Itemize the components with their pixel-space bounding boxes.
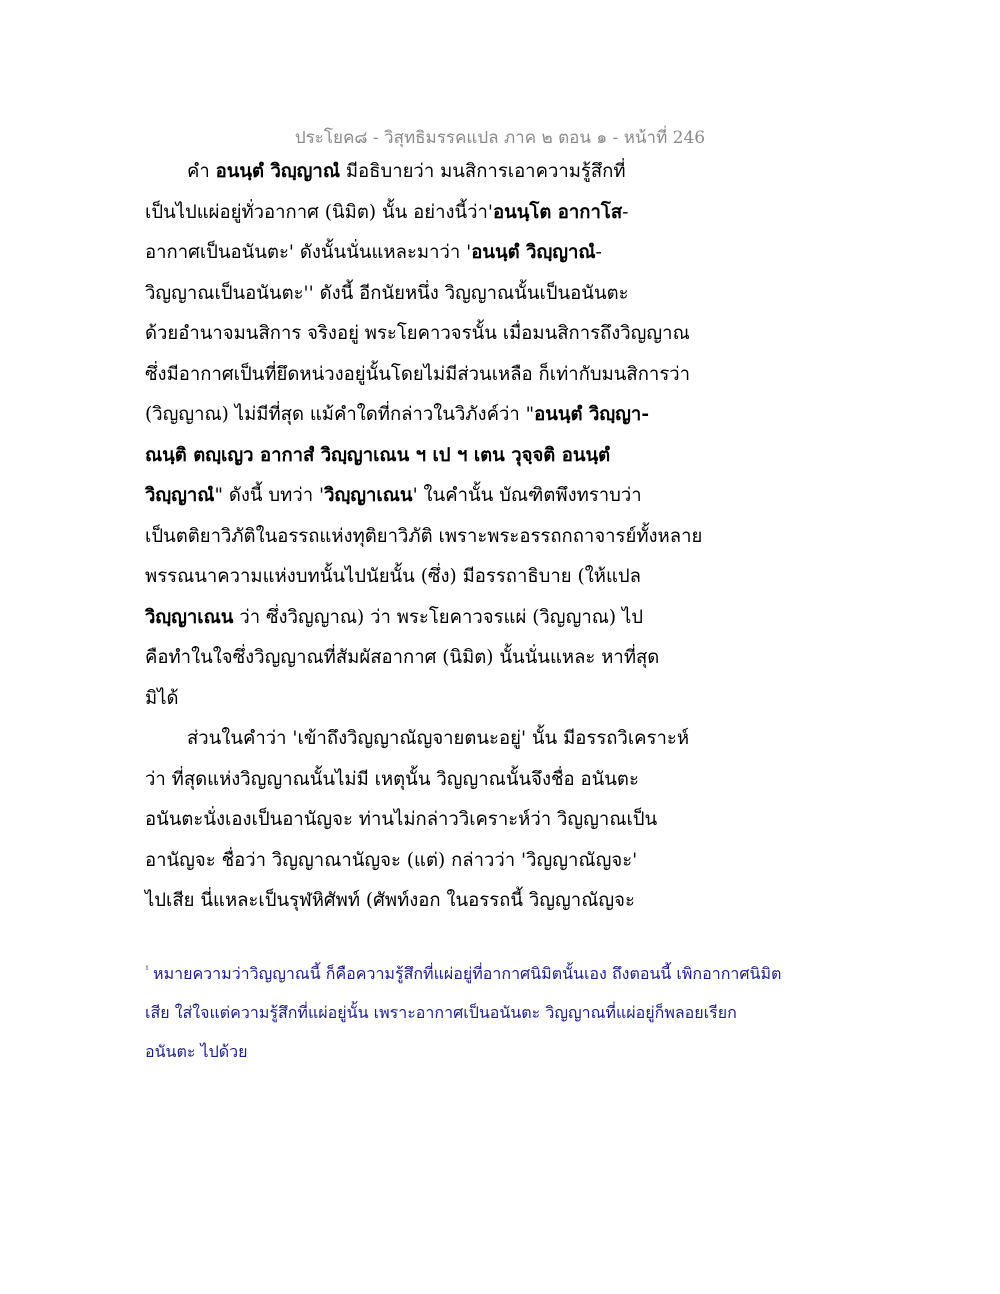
text-span: -	[622, 201, 629, 223]
pali-term: อนนฺตํ วิญฺญาณํ	[215, 161, 340, 182]
text-span: ว่า ที่สุดแห่งวิญญาณนั้นไม่มี เหตุนั้น วิญญาณนั้นจึงชื่อ อนันตะ	[145, 768, 639, 790]
text-span: เป็นไปแผ่อยู่ทั่วอากาศ (นิมิต) นั้น อย่างนี้ว่า'	[145, 201, 493, 223]
text-line	[145, 598, 865, 639]
pali-term: อนนฺตํ วิญฺญา	[534, 404, 642, 425]
text-span: พรรณนาความแห่งบทนั้นไปนัยนั้น (ซึ่ง) มีอรรถาธิบาย (ให้แปล	[145, 566, 641, 587]
text-line	[145, 760, 865, 801]
text-span: เป็นตติยาวิภัติในอรรถแห่งทุติยาวิภัติ เพราะพระอรรถกถาจารย์ทั้งหลาย	[145, 525, 703, 547]
text-span: มีอธิบายว่า มนสิการเอาความรู้สึกที่	[339, 161, 626, 182]
text-line	[145, 233, 865, 274]
text-line	[145, 841, 865, 882]
pali-term: วิญฺญาเณน	[324, 485, 413, 506]
footnote-text: อนันตะ ไปด้วย	[145, 1042, 248, 1061]
text-span: คือทำในใจซึ่งวิญญาณที่สัมผัสอากาศ (นิมิต) นั้นนั่นแหละ หาที่สุด	[145, 647, 660, 668]
text-line	[145, 719, 865, 760]
text-line	[145, 881, 865, 922]
text-line	[145, 152, 865, 193]
text-line	[145, 638, 865, 679]
text-span: วิญญาณเป็นอนันตะ'' ดังนี้ อีกนัยหนึ่ง วิญญาณนั้นเป็นอนันตะ	[145, 282, 629, 304]
text-line	[145, 395, 865, 436]
footnote-marker: ¹	[145, 964, 150, 976]
text-line	[145, 274, 865, 315]
text-span: ไปเสีย นี่แหละเป็นรุฬหิศัพท์ (ศัพท์งอก ในอรรถนี้ วิญญาณัญจะ	[145, 890, 635, 911]
text-line	[145, 314, 865, 355]
text-line	[145, 800, 865, 841]
footnote	[145, 954, 865, 1071]
pali-term: อนนฺตํ วิญฺญาณํ	[471, 242, 596, 263]
text-line	[145, 436, 865, 477]
pali-term: ณนฺติ ตญฺเญว อากาสํ วิญฺญาเณน ฯ เป ฯ เตน วุจฺจติ อนนฺตํ	[145, 444, 611, 466]
pali-term: อนนฺโต อากาโส	[493, 201, 623, 223]
text-span: ส่วนในคำว่า 'เข้าถึงวิญญาณัญจายตนะอยู่' นั้น มีอรรถวิเคราะห์	[187, 728, 690, 749]
text-span: คำ	[187, 161, 216, 182]
text-span: ซึ่งมีอากาศเป็นที่ยึดหน่วงอยู่นั้นโดยไม่มีส่วนเหลือ ก็เท่ากับมนสิการว่า	[145, 363, 691, 385]
text-line	[145, 679, 865, 720]
pali-term: วิญฺญาเณน	[145, 606, 234, 628]
text-span: (วิญญาณ) ไม่มีที่สุด แม้คำใดที่กล่าวในวิภังค์ว่า "	[145, 404, 535, 425]
text-span: ด้วยอำนาจมนสิการ จริงอยู่ พระโยคาวจรนั้น เมื่อมนสิการถึงวิญญาณ	[145, 323, 690, 344]
text-span: อานัญจะ ชื่อว่า วิญญาณานัญจะ (แต่) กล่าวว่า 'วิญญาณัญจะ'	[145, 849, 638, 871]
text-span: อนันตะนั่งเองเป็นอานัญจะ ท่านไม่กล่าววิเคราะห์ว่า วิญญาณเป็น	[145, 809, 658, 830]
text-span: -	[641, 404, 649, 425]
footnote-line	[145, 1032, 865, 1071]
text-span: ว่า ซึ่งวิญญาณ) ว่า พระโยคาวจรแผ่ (วิญญาณ) ไป	[233, 606, 644, 628]
pali-term: วิญฺญาณํ	[145, 485, 215, 506]
footnote-line	[145, 993, 865, 1032]
text-span: อากาศเป็นอนันตะ' ดังนั้นนั่นแหละมาว่า '	[145, 242, 472, 263]
main-text	[145, 152, 865, 922]
page-header: ประโยค๘ - วิสุทธิมรรคแปล ภาค ๒ ตอน ๑ - หน้าที่ 246	[294, 128, 706, 148]
text-span: -	[595, 242, 602, 263]
footnote-line	[145, 954, 865, 993]
text-span: ' ในคำนั้น บัณฑิตพึงทราบว่า	[412, 485, 642, 506]
text-line	[145, 517, 865, 558]
text-line	[145, 193, 865, 234]
footnote-text: หมายความว่าวิญญาณนี้ ก็คือความรู้สึกที่แผ่อยู่ที่อากาศนิมิตนั้นเอง ถึงตอนนี้ เพิกอากาศนิมิต	[153, 964, 782, 983]
footnote-text: เสีย ใส่ใจแต่ความรู้สึกที่แผ่อยู่นั้น เพราะอากาศเป็นอนันตะ วิญญาณที่แผ่อยู่ก็พลอยเรียก	[145, 1003, 737, 1022]
text-span: มิได้	[145, 687, 179, 709]
text-line	[145, 355, 865, 396]
text-span: " ดังนี้ บทว่า '	[214, 485, 325, 506]
text-line	[145, 557, 865, 598]
text-line	[145, 476, 865, 517]
